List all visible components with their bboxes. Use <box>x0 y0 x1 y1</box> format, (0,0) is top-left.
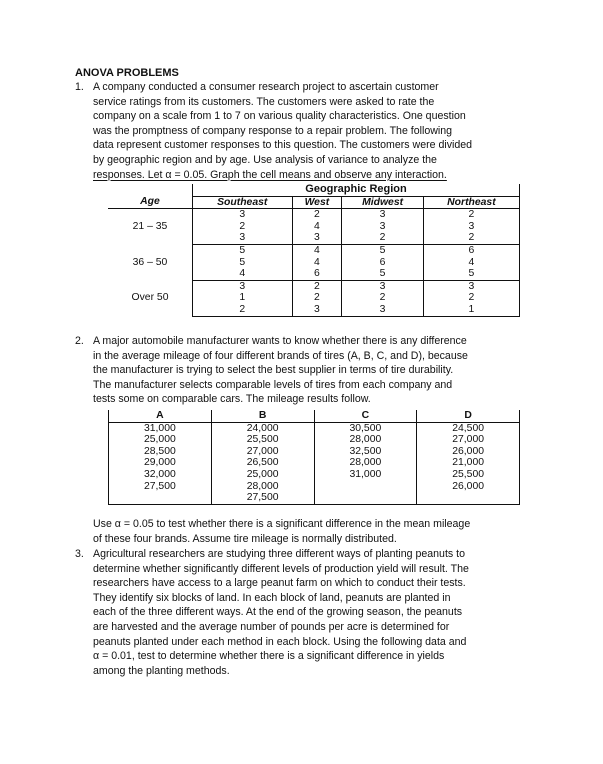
problem-line: A company conducted a consumer research project to ascertain customer <box>93 81 439 93</box>
table-cell: 2 <box>292 209 342 221</box>
age-group-label: 36 – 50 <box>132 256 168 268</box>
table-cell: 32,500 <box>314 446 417 458</box>
column-header: West <box>292 196 342 209</box>
table-row <box>109 422 520 434</box>
table-cell: 5 <box>342 268 424 280</box>
table-cell: 26,000 <box>417 446 520 458</box>
table-cell: 3 <box>292 232 342 244</box>
table-row <box>109 492 520 504</box>
table-cell: 27,500 <box>109 481 212 493</box>
table-cell: 6 <box>342 257 424 269</box>
problem-line: each of the three different ways. At the end of the growing season, the peanuts <box>93 606 463 619</box>
table-cell <box>417 492 520 504</box>
table-cell: 32,000 <box>109 469 212 481</box>
table-cell: 2 <box>193 221 293 233</box>
table-cell: 21,000 <box>417 457 520 469</box>
table-cell: 3 <box>342 280 424 292</box>
table-cell: 26,000 <box>417 481 520 493</box>
column-header: Northeast <box>423 196 519 209</box>
table-cell: 4 <box>292 221 342 233</box>
column-header: A <box>109 410 212 422</box>
problem-line: in the average mileage of four different brands of tires (A, B, C, and D), because <box>93 349 468 362</box>
table-cell: 24,000 <box>211 422 314 434</box>
table-cell: 31,000 <box>314 469 417 481</box>
problem-line: peanuts planted under each method in each block. Using the following data and <box>93 635 467 648</box>
problem-line: are harvested and the average number of pounds per acre is determined for <box>93 620 450 633</box>
table-row <box>109 446 520 458</box>
age-group-label: Over 50 <box>131 292 169 304</box>
age-group-label: 21 – 35 <box>132 221 168 233</box>
mileage-table <box>108 410 520 505</box>
problem-line: the manufacturer is trying to select the best supplier in terms of tire durability. <box>93 364 454 377</box>
table-cell: 25,000 <box>109 434 212 446</box>
table-row <box>109 457 520 469</box>
table-cell: 2 <box>193 304 293 316</box>
column-header: B <box>211 410 314 422</box>
column-header: Midwest <box>342 196 424 209</box>
ratings-table <box>108 184 520 317</box>
table-cell: 27,000 <box>417 434 520 446</box>
problem-2 <box>75 334 533 407</box>
table-cell <box>314 492 417 504</box>
table-cell <box>109 492 212 504</box>
problem-line: company on a scale from 1 to 7 on various quality characteristics. One question <box>93 110 466 123</box>
table-cell: 31,000 <box>109 422 212 434</box>
table-cell: 3 <box>423 221 519 233</box>
table-cell: 28,500 <box>109 446 212 458</box>
table-cell: 3 <box>193 209 293 221</box>
table-cell: 3 <box>342 209 424 221</box>
region-group-header: Geographic Region <box>193 184 520 196</box>
problem-1 <box>75 80 533 182</box>
table-cell: 30,500 <box>314 422 417 434</box>
table-cell: 6 <box>423 244 519 256</box>
table-cell: 28,000 <box>211 481 314 493</box>
table-cell: 5 <box>193 244 293 256</box>
column-header: C <box>314 410 417 422</box>
table-cell: 4 <box>193 268 293 280</box>
table-cell: 2 <box>292 292 342 304</box>
problem-line: by geographic region and by age. Use analysis of variance to analyze the <box>93 153 437 166</box>
problem-number: 3. <box>75 548 84 560</box>
column-header: D <box>417 410 520 422</box>
table-cell: 6 <box>292 268 342 280</box>
table-cell: 2 <box>292 280 342 292</box>
table-cell: 3 <box>193 280 293 292</box>
table-cell: 1 <box>423 304 519 316</box>
column-header: Southeast <box>193 196 293 209</box>
table-cell: 4 <box>292 244 342 256</box>
problem-line: responses. Let α = 0.05. Graph the cell means and observe any interaction. <box>93 168 447 181</box>
problem-line: researchers have access to a large peanut farm on which to conduct their tests. <box>93 577 466 590</box>
table-cell: 4 <box>292 257 342 269</box>
table-cell: 27,500 <box>211 492 314 504</box>
problem-line: Use α = 0.05 to test whether there is a significant difference in the mean mileage <box>93 518 471 530</box>
problem-line: of these four brands. Assume tire mileage is normally distributed. <box>93 532 397 545</box>
problem-2-continuation <box>93 517 533 546</box>
table-row <box>109 434 520 446</box>
problem-line: was the promptness of company response to a repair problem. The following <box>93 124 453 137</box>
table-cell: 28,000 <box>314 434 417 446</box>
table-cell: 28,000 <box>314 457 417 469</box>
problem-line: among the planting methods. <box>93 664 230 677</box>
problem-line: data represent customer responses to this question. The customers were divided <box>93 139 473 152</box>
problem-line: Agricultural researchers are studying three different ways of planting peanuts to <box>93 548 465 560</box>
table-cell: 5 <box>423 268 519 280</box>
table-cell: 5 <box>193 257 293 269</box>
table-cell: 29,000 <box>109 457 212 469</box>
table-cell: 1 <box>193 292 293 304</box>
table-cell: 25,000 <box>211 469 314 481</box>
table-row <box>108 280 520 292</box>
table-cell: 2 <box>423 292 519 304</box>
problem-line: service ratings from its customers. The customers were asked to rate the <box>93 95 435 108</box>
table-cell: 2 <box>342 292 424 304</box>
problem-line: The manufacturer selects comparable levels of tires from each company and <box>93 378 453 391</box>
table-cell: 5 <box>342 244 424 256</box>
table-cell: 24,500 <box>417 422 520 434</box>
table-cell: 3 <box>423 280 519 292</box>
table-row <box>109 469 520 481</box>
table-cell: 4 <box>423 257 519 269</box>
problem-line: α = 0.01, test to determine whether there is a significant difference in yields <box>93 650 445 663</box>
problem-number: 1. <box>75 81 84 93</box>
table-cell: 3 <box>193 232 293 244</box>
document-heading: ANOVA PROBLEMS <box>75 67 179 79</box>
problem-line: A major automobile manufacturer wants to know whether there is any difference <box>93 335 467 347</box>
problem-line: They identify six blocks of land. In each block of land, peanuts are planted in <box>93 591 451 604</box>
table-cell: 27,000 <box>211 446 314 458</box>
table-cell: 3 <box>342 304 424 316</box>
problem-line: tests some on comparable cars. The mileage results follow. <box>93 393 371 406</box>
table-cell: 26,500 <box>211 457 314 469</box>
table-cell: 2 <box>423 209 519 221</box>
problem-number: 2. <box>75 335 84 347</box>
table-cell: 25,500 <box>417 469 520 481</box>
table-cell: 25,500 <box>211 434 314 446</box>
problem-3 <box>75 547 533 678</box>
age-column-header: Age <box>108 196 193 209</box>
table-cell: 3 <box>342 221 424 233</box>
table-cell: 3 <box>292 304 342 316</box>
table-row <box>108 244 520 256</box>
table-row <box>109 481 520 493</box>
table-cell <box>314 481 417 493</box>
table-row <box>108 209 520 221</box>
problem-line: determine whether significantly different levels of production yield will result. The <box>93 562 469 575</box>
table-cell: 2 <box>423 232 519 244</box>
table-cell: 2 <box>342 232 424 244</box>
